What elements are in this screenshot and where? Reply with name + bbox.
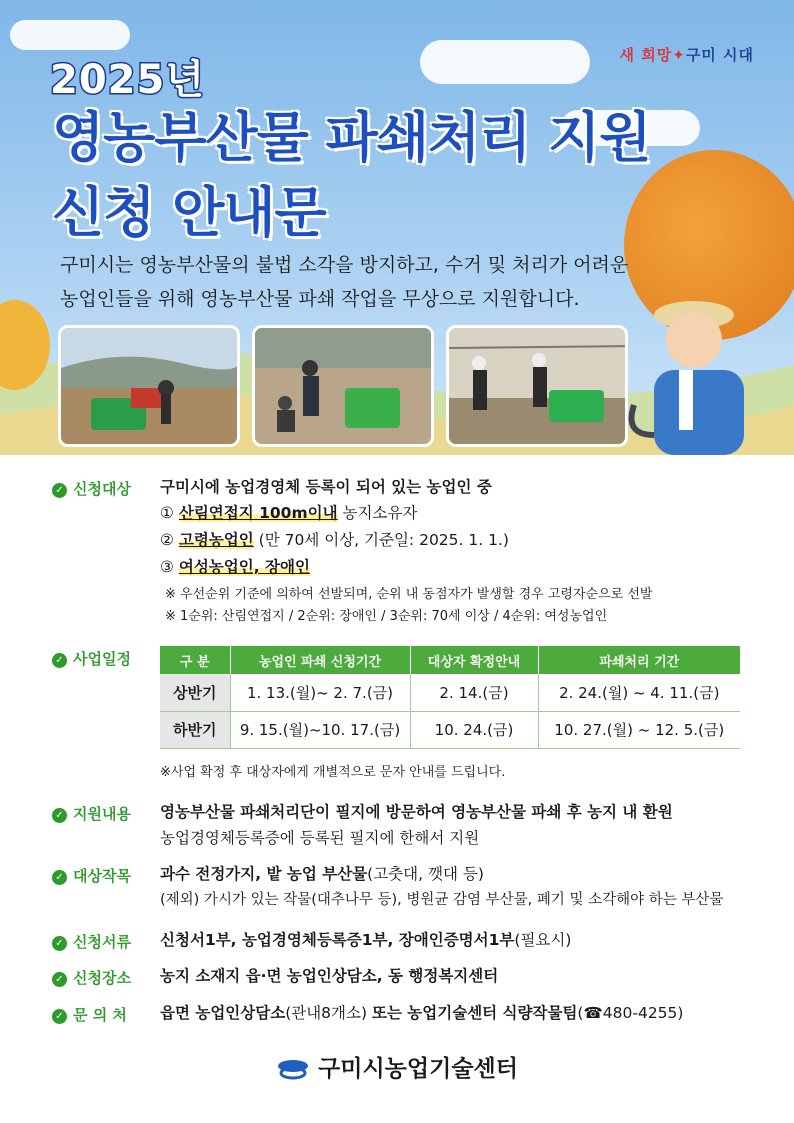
schedule-note: ※사업 확정 후 대상자에게 개별적으로 문자 안내를 드립니다. <box>160 765 506 780</box>
table-row <box>160 711 740 748</box>
table-cell: 10. 24.(금) <box>410 711 538 748</box>
year-heading: 2025년 <box>50 57 205 103</box>
check-icon: ✓ <box>52 972 67 987</box>
photo-workers-shredding <box>252 325 434 447</box>
schedule-table <box>160 646 740 749</box>
section-label-target: ✓ 신청대상 <box>52 478 131 499</box>
target-item-3: ③ 여성농업인, 장애인 <box>160 558 310 576</box>
check-icon: ✓ <box>52 1009 67 1024</box>
support-line-2: 농업경영체등록증에 등록된 필지에 한해서 지원 <box>160 829 480 847</box>
page-subtitle: 신청 안내문 <box>52 181 326 244</box>
page-title: 영농부산물 파쇄처리 지원 <box>52 106 651 169</box>
check-icon: ✓ <box>52 808 67 823</box>
section-label-schedule: ✓ 사업일정 <box>52 648 131 669</box>
footer-org <box>0 1050 794 1083</box>
table-cell: 10. 27.(월) ~ 12. 5.(금) <box>538 711 740 748</box>
section-label-place: ✓ 신청장소 <box>52 967 131 988</box>
place-text: 농지 소재지 읍·면 농업인상담소, 동 행정복지센터 <box>160 967 499 985</box>
section-label-support: ✓ 지원내용 <box>52 803 131 824</box>
support-line-1: 영농부산물 파쇄처리단이 필지에 방문하여 영농부산물 파쇄 후 농지 내 환원 <box>160 803 673 821</box>
target-item-1: ① 산림연접지 100m이내 농지소유자 <box>160 504 418 522</box>
documents-text: 신청서1부, 농업경영체등록증1부, 장애인증명서1부(필요시) <box>160 931 572 949</box>
footer-org-name: 구미시농업기술센터 <box>318 1056 518 1082</box>
table-cell: 상반기 <box>160 674 230 711</box>
table-header: 대상자 확정안내 <box>410 646 538 674</box>
contact-text: 읍면 농업인상담소(관내8개소) 또는 농업기술센터 식량작물팀(☎480-4255) <box>160 1004 684 1022</box>
check-icon: ✓ <box>52 870 67 885</box>
intro-text: 구미시는 영농부산물의 불법 소각을 방지하고, 수거 및 처리가 어려운 농업인들을 위해 영농부산물 파쇄 작업을 무상으로 지원합니다. <box>60 254 629 310</box>
cloud <box>420 40 590 84</box>
farmer-illustration <box>624 285 774 455</box>
cloud <box>10 20 130 50</box>
check-icon: ✓ <box>52 483 67 498</box>
target-note-2: ※ 1순위: 산림연접지 / 2순위: 장애인 / 3순위: 70세 이상 / 4순위: 여성농업인 <box>165 609 608 624</box>
table-row <box>160 674 740 711</box>
table-cell: 2. 24.(월) ~ 4. 11.(금) <box>538 674 740 711</box>
table-header-row <box>160 646 740 674</box>
target-main: 구미시에 농업경영체 등록이 되어 있는 농업인 중 <box>160 478 492 496</box>
table-cell: 2. 14.(금) <box>410 674 538 711</box>
crops-line-2: (제외) 가시가 있는 작물(대추나무 등), 병원균 감염 부산물, 폐기 및 소각해야 하는 부산물 <box>160 892 724 908</box>
section-label-contact: ✓ 문 의 처 <box>52 1004 127 1025</box>
check-icon: ✓ <box>52 936 67 951</box>
check-icon: ✓ <box>52 653 67 668</box>
agency-logo-icon <box>276 1058 310 1080</box>
table-header: 구 분 <box>160 646 230 674</box>
table-cell: 하반기 <box>160 711 230 748</box>
table-header: 농업인 파쇄 신청기간 <box>230 646 410 674</box>
table-header: 파쇄처리 기간 <box>538 646 740 674</box>
photo-orchard-shredder <box>446 325 628 447</box>
slogan-logo: 새 희망✦구미 시대 <box>619 46 754 64</box>
header-banner <box>0 0 794 455</box>
target-note-1: ※ 우선순위 기준에 의하여 선발되며, 순위 내 동점자가 발생할 경우 고령자순으로 선발 <box>165 587 653 602</box>
target-item-2: ② 고령농업인 (만 70세 이상, 기준일: 2025. 1. 1.) <box>160 531 509 549</box>
crops-line-1: 과수 전정가지, 밭 농업 부산물(고춧대, 깻대 등) <box>160 865 484 883</box>
section-label-documents: ✓ 신청서류 <box>52 931 131 952</box>
section-label-crops: ✓ 대상작목 <box>52 865 131 886</box>
table-cell: 9. 15.(월)~10. 17.(금) <box>230 711 410 748</box>
photo-field-shredder <box>58 325 240 447</box>
table-cell: 1. 13.(월)~ 2. 7.(금) <box>230 674 410 711</box>
